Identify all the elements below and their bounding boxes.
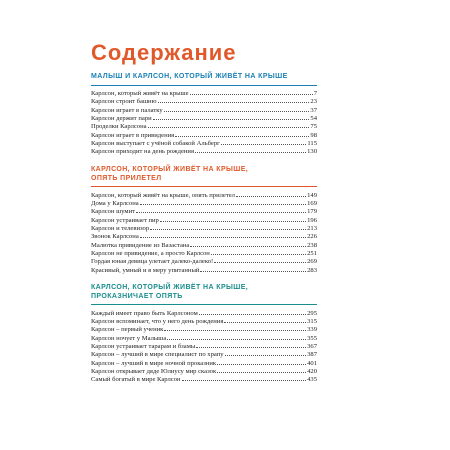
dot-leader [164,325,306,332]
dot-leader [196,341,306,348]
toc-entry [91,366,317,374]
toc-entry [91,308,317,316]
toc-entry [91,139,317,147]
toc-section-1 [91,73,317,155]
entry-page-number: 367 [307,342,317,350]
toc-entry [91,97,317,105]
entry-page-number: 387 [307,351,317,359]
dot-leader [158,97,310,104]
entry-page-number: 169 [307,199,317,207]
dot-leader [195,147,306,154]
dot-leader [225,350,307,357]
entry-title: Карлсон не привидение, а просто Карлсон [91,249,210,257]
toc-entry [91,350,317,358]
dot-leader [217,358,306,365]
section-heading [91,284,317,301]
dot-leader [199,308,306,315]
entry-page-number: 420 [307,367,317,375]
entry-page-number: 196 [307,216,317,224]
toc-entry [91,316,317,324]
toc-entry [91,265,317,273]
entry-list [91,308,317,383]
entry-title: Карлсон шумит [91,208,136,216]
dot-leader [153,114,310,121]
entry-title: Самый богатый в мире Карлсон [91,376,181,384]
section-heading: МАЛЫШ И КАРЛСОН, КОТОРЫЙ ЖИВЁТ НА КРЫШЕ [91,73,288,80]
dot-leader [148,122,310,129]
toc-entry [91,240,317,248]
entry-title: Карлсон, который живёт на крыше [91,90,189,97]
toc-entry [91,215,317,223]
section-heading [91,166,317,183]
dot-leader [167,333,306,340]
entry-page-number: 98 [310,131,317,139]
entry-page-number: 283 [307,266,317,274]
entry-page-number: 213 [307,224,317,232]
entry-title: Карлсон вспоминает, что у него день рождения [91,317,224,325]
entry-page-number: 23 [310,98,317,106]
dot-leader [190,89,313,96]
toc-entry [91,122,317,130]
entry-title: Карлсон открывает дяде Юлиусу мир сказок [91,367,217,375]
toc-entry [91,325,317,333]
entry-page-number: 75 [310,123,317,131]
section-divider [91,304,317,305]
entry-title: Карлсон – лучший в мире специалист по храпу [91,351,224,359]
entry-page-number: 115 [307,140,317,148]
dot-leader [221,139,307,146]
section-heading-line-2: ПРОКАЗНИЧАЕТ ОПЯТЬ [91,292,183,300]
toc-entry [91,341,317,349]
entry-title: Каждый имеет право быть Карлсоном [91,309,198,317]
entry-page-number: 37 [310,106,317,114]
entry-title: Карлсон играет в привидения [91,131,175,139]
dot-leader [200,265,306,272]
section-divider [91,85,317,86]
entry-page-number: 149 [307,191,317,199]
section-divider [91,186,317,187]
entry-title: Карлсон выступает с учёной собакой Альберг [91,140,220,148]
entry-title: Карлсон и телевизор [91,224,150,232]
toc-entry [91,207,317,215]
toc-entry [91,248,317,256]
dot-leader [175,130,309,137]
entry-page-number: 339 [307,326,317,334]
entry-title: Звонок Карлсона [91,233,139,241]
dot-leader [140,232,306,239]
dot-leader [214,257,306,264]
dot-leader [160,215,306,222]
toc-section-2 [91,166,317,273]
entry-title: Проделки Карлсона [91,123,147,131]
section-heading-line-1: КАРЛСОН, КОТОРЫЙ ЖИВЁТ НА КРЫШЕ, [91,166,249,173]
entry-page-number: 130 [307,148,317,156]
toc-entry [91,89,317,97]
toc-entry [91,130,317,138]
page-title: Содержание [91,40,237,65]
entry-page-number: 315 [307,317,317,325]
section-heading-line-2: ОПЯТЬ ПРИЛЕТЕЛ [91,174,162,182]
entry-page-number: 269 [307,258,317,266]
toc-entry [91,358,317,366]
entry-title: Красивый, умный и в меру упитанный [91,266,200,274]
dot-leader [164,105,310,112]
entry-page-number: 401 [307,359,317,367]
entry-title: Карлсон приходит на день рождения [91,148,194,156]
toc-entry [91,105,317,113]
dot-leader [224,316,306,323]
toc-entry [91,223,317,231]
entry-page-number: 54 [310,115,317,123]
dot-leader [182,375,307,382]
toc-entry [91,232,317,240]
entry-title: Карлсон устраивает пир [91,216,159,224]
toc-entry [91,333,317,341]
entry-title: Карлсон, который живёт на крыше, опять прилетел [91,191,235,199]
toc-entry [91,147,317,155]
entry-title: Карлсон играет в палатку [91,106,163,114]
dot-leader [136,207,306,214]
toc-entry [91,257,317,265]
dot-leader [190,240,306,247]
entry-title: Гордая юная девица улетает далеко-далеко! [91,258,214,266]
entry-page-number: 179 [307,208,317,216]
entry-title: Карлсон – лучший в мире ночной проказник [91,359,217,367]
entry-title: Карлсон держит пари [91,115,152,123]
dot-leader [217,366,306,373]
entry-page-number: 435 [307,376,317,384]
dot-leader [140,198,306,205]
entry-title: Карлсон – первый ученик [91,326,164,334]
entry-list [91,190,317,273]
entry-list [91,89,317,156]
entry-title: Карлсон ночует у Малыша [91,334,167,342]
toc-section-3 [91,284,317,383]
dot-leader [211,248,306,255]
dot-leader [236,190,306,197]
toc-entry [91,198,317,206]
toc-entry [91,114,317,122]
toc-entry [91,190,317,198]
entry-page-number: 226 [307,233,317,241]
entry-page-number: 295 [307,309,317,317]
entry-page-number: 238 [307,241,317,249]
entry-title: Карлсон строит башню [91,98,157,106]
entry-page-number: 7 [313,90,317,97]
section-heading-line-1: КАРЛСОН, КОТОРЫЙ ЖИВЁТ НА КРЫШЕ, [91,284,249,291]
entry-title: Карлсон устраивает тарарам и бзамы [91,342,196,350]
entry-title: Малютка привидение из Вазастана [91,241,190,249]
toc-entry [91,375,317,383]
entry-title: Дома у Карлсона [91,199,139,207]
entry-page-number: 355 [307,334,317,342]
entry-page-number: 251 [307,249,317,257]
dot-leader [150,223,306,230]
